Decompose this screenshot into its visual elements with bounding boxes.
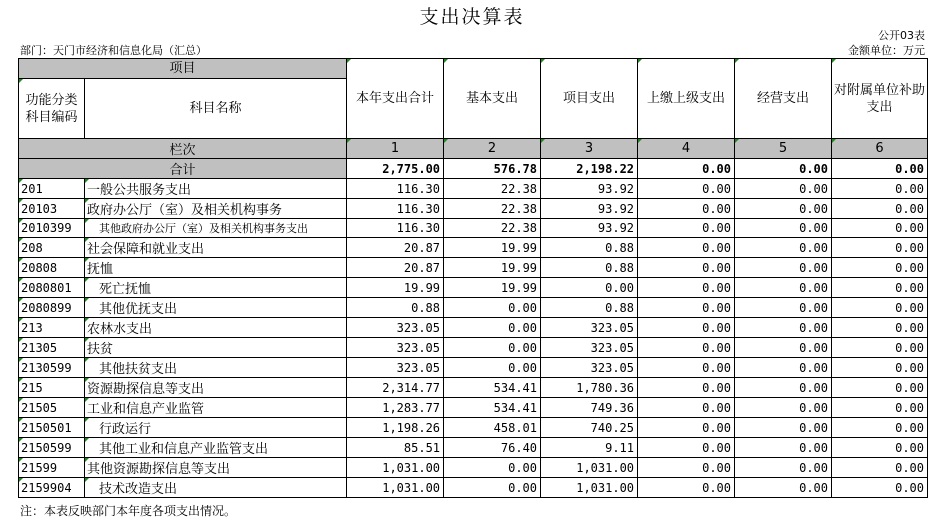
row-value: 0.00 <box>735 338 832 358</box>
row-value: 0.00 <box>638 458 735 478</box>
table-row <box>19 418 928 438</box>
header-col-6: 对附属单位补助支出 <box>832 59 928 139</box>
row-value: 1,031.00 <box>347 478 444 498</box>
row-value: 0.00 <box>638 219 735 238</box>
lanci-num: 3 <box>541 139 638 159</box>
expenditure-table <box>18 58 928 498</box>
row-value: 0.00 <box>638 258 735 278</box>
row-code: 21305 <box>19 338 85 358</box>
table-row <box>19 378 928 398</box>
table-row <box>19 438 928 458</box>
form-number: 公开03表 <box>878 29 925 42</box>
row-value: 0.00 <box>735 458 832 478</box>
row-value: 1,283.77 <box>347 398 444 418</box>
row-value: 0.88 <box>541 258 638 278</box>
header-col-3: 项目支出 <box>541 59 638 139</box>
row-value: 0.00 <box>735 219 832 238</box>
row-value: 534.41 <box>444 398 541 418</box>
row-value: 1,780.36 <box>541 378 638 398</box>
row-value: 19.99 <box>444 258 541 278</box>
row-value: 0.00 <box>735 378 832 398</box>
row-value: 0.00 <box>735 478 832 498</box>
row-code: 20103 <box>19 199 85 219</box>
row-name: 死亡抚恤 <box>85 278 347 298</box>
row-value: 0.00 <box>638 378 735 398</box>
row-code: 2150599 <box>19 438 85 458</box>
total-value: 0.00 <box>832 159 928 179</box>
row-value: 0.00 <box>832 278 928 298</box>
row-value: 0.00 <box>638 398 735 418</box>
row-value: 0.00 <box>735 418 832 438</box>
row-value: 0.88 <box>347 298 444 318</box>
total-value: 576.78 <box>444 159 541 179</box>
row-code: 2159904 <box>19 478 85 498</box>
row-value: 85.51 <box>347 438 444 458</box>
row-value: 0.00 <box>832 199 928 219</box>
row-value: 458.01 <box>444 418 541 438</box>
row-code: 213 <box>19 318 85 338</box>
row-value: 0.00 <box>735 398 832 418</box>
row-value: 0.00 <box>832 418 928 438</box>
lanci-num: 6 <box>832 139 928 159</box>
row-name: 抚恤 <box>85 258 347 278</box>
row-value: 0.00 <box>735 358 832 378</box>
row-value: 0.00 <box>735 238 832 258</box>
table-row <box>19 258 928 278</box>
row-value: 323.05 <box>541 358 638 378</box>
row-value: 749.36 <box>541 398 638 418</box>
table-row <box>19 199 928 219</box>
total-value: 2,775.00 <box>347 159 444 179</box>
row-name: 行政运行 <box>85 418 347 438</box>
row-value: 0.88 <box>541 238 638 258</box>
table-row <box>19 318 928 338</box>
row-value: 0.00 <box>444 338 541 358</box>
row-value: 19.99 <box>444 238 541 258</box>
table-row <box>19 398 928 418</box>
table-row <box>19 179 928 199</box>
header-code: 功能分类科目编码 <box>19 79 85 139</box>
row-value: 9.11 <box>541 438 638 458</box>
row-value: 0.00 <box>638 199 735 219</box>
row-value: 0.00 <box>444 458 541 478</box>
row-value: 0.00 <box>832 358 928 378</box>
row-name: 政府办公厅（室）及相关机构事务 <box>85 199 347 219</box>
department-label: 部门：天门市经济和信息化局（汇总） <box>20 44 207 57</box>
row-value: 0.00 <box>638 238 735 258</box>
row-value: 2,314.77 <box>347 378 444 398</box>
row-value: 0.00 <box>541 278 638 298</box>
row-code: 208 <box>19 238 85 258</box>
table-row <box>19 278 928 298</box>
row-name: 其他优抚支出 <box>85 298 347 318</box>
lanci-num: 5 <box>735 139 832 159</box>
row-code: 2010399 <box>19 219 85 238</box>
row-value: 0.00 <box>735 199 832 219</box>
row-value: 22.38 <box>444 179 541 199</box>
row-value: 93.92 <box>541 219 638 238</box>
row-name: 社会保障和就业支出 <box>85 238 347 258</box>
row-value: 0.00 <box>444 358 541 378</box>
row-value: 323.05 <box>541 318 638 338</box>
row-value: 0.00 <box>444 478 541 498</box>
row-value: 0.00 <box>444 318 541 338</box>
row-value: 0.00 <box>832 258 928 278</box>
total-value: 0.00 <box>735 159 832 179</box>
row-name: 技术改造支出 <box>85 478 347 498</box>
header-name: 科目名称 <box>85 79 347 139</box>
table-row <box>19 478 928 498</box>
row-code: 215 <box>19 378 85 398</box>
row-value: 0.00 <box>444 298 541 318</box>
row-value: 0.00 <box>638 338 735 358</box>
table-row <box>19 298 928 318</box>
row-value: 0.00 <box>638 318 735 338</box>
row-name: 资源勘探信息等支出 <box>85 378 347 398</box>
lanci-label: 栏次 <box>19 139 347 159</box>
row-value: 0.00 <box>735 179 832 199</box>
row-name: 一般公共服务支出 <box>85 179 347 199</box>
row-value: 0.00 <box>832 298 928 318</box>
header-col-2: 基本支出 <box>444 59 541 139</box>
row-value: 22.38 <box>444 219 541 238</box>
row-value: 0.00 <box>832 318 928 338</box>
row-code: 2080899 <box>19 298 85 318</box>
row-value: 0.00 <box>832 179 928 199</box>
row-value: 0.00 <box>638 278 735 298</box>
table-row <box>19 219 928 238</box>
row-value: 534.41 <box>444 378 541 398</box>
lanci-num: 1 <box>347 139 444 159</box>
row-value: 116.30 <box>347 219 444 238</box>
row-value: 323.05 <box>541 338 638 358</box>
row-value: 1,031.00 <box>541 458 638 478</box>
row-value: 0.00 <box>638 298 735 318</box>
row-value: 740.25 <box>541 418 638 438</box>
row-value: 0.00 <box>832 438 928 458</box>
row-value: 0.00 <box>735 438 832 458</box>
amount-unit-label: 金额单位：万元 <box>848 44 925 57</box>
row-code: 201 <box>19 179 85 199</box>
row-code: 21599 <box>19 458 85 478</box>
header-col-4: 上缴上级支出 <box>638 59 735 139</box>
total-value: 0.00 <box>638 159 735 179</box>
row-name: 农林水支出 <box>85 318 347 338</box>
row-value: 0.00 <box>638 478 735 498</box>
total-value: 2,198.22 <box>541 159 638 179</box>
page-title: 支出决算表 <box>419 6 525 28</box>
row-value: 0.00 <box>735 298 832 318</box>
row-value: 1,198.26 <box>347 418 444 438</box>
row-value: 0.88 <box>541 298 638 318</box>
row-value: 93.92 <box>541 199 638 219</box>
row-value: 1,031.00 <box>541 478 638 498</box>
row-value: 0.00 <box>832 219 928 238</box>
row-name: 其他工业和信息产业监管支出 <box>85 438 347 458</box>
row-value: 1,031.00 <box>347 458 444 478</box>
row-value: 323.05 <box>347 338 444 358</box>
row-value: 19.99 <box>444 278 541 298</box>
row-name: 其他资源勘探信息等支出 <box>85 458 347 478</box>
lanci-num: 2 <box>444 139 541 159</box>
row-code: 2150501 <box>19 418 85 438</box>
row-name: 其他政府办公厅（室）及相关机构事务支出 <box>85 219 347 238</box>
row-name: 其他扶贫支出 <box>85 358 347 378</box>
header-col-1: 本年支出合计 <box>347 59 444 139</box>
row-code: 20808 <box>19 258 85 278</box>
row-value: 0.00 <box>735 278 832 298</box>
table-row <box>19 338 928 358</box>
row-value: 20.87 <box>347 238 444 258</box>
header-item: 项目 <box>19 59 347 79</box>
row-value: 0.00 <box>735 258 832 278</box>
row-value: 0.00 <box>832 338 928 358</box>
row-value: 19.99 <box>347 278 444 298</box>
table-row <box>19 458 928 478</box>
row-value: 0.00 <box>638 358 735 378</box>
row-name: 扶贫 <box>85 338 347 358</box>
header-col-5: 经营支出 <box>735 59 832 139</box>
row-value: 20.87 <box>347 258 444 278</box>
total-label: 合计 <box>19 159 347 179</box>
row-code: 21505 <box>19 398 85 418</box>
lanci-num: 4 <box>638 139 735 159</box>
row-value: 116.30 <box>347 179 444 199</box>
row-value: 0.00 <box>638 418 735 438</box>
footnote: 注：本表反映部门本年度各项支出情况。 <box>20 504 237 518</box>
table-row <box>19 238 928 258</box>
row-value: 76.40 <box>444 438 541 458</box>
row-value: 116.30 <box>347 199 444 219</box>
row-value: 0.00 <box>735 318 832 338</box>
row-value: 93.92 <box>541 179 638 199</box>
row-value: 0.00 <box>638 179 735 199</box>
row-value: 0.00 <box>832 398 928 418</box>
row-value: 0.00 <box>832 238 928 258</box>
row-value: 323.05 <box>347 318 444 338</box>
row-code: 2130599 <box>19 358 85 378</box>
table-row <box>19 358 928 378</box>
row-code: 2080801 <box>19 278 85 298</box>
row-value: 0.00 <box>638 438 735 458</box>
row-value: 0.00 <box>832 458 928 478</box>
row-value: 0.00 <box>832 378 928 398</box>
row-value: 0.00 <box>832 478 928 498</box>
row-name: 工业和信息产业监管 <box>85 398 347 418</box>
row-value: 22.38 <box>444 199 541 219</box>
row-value: 323.05 <box>347 358 444 378</box>
